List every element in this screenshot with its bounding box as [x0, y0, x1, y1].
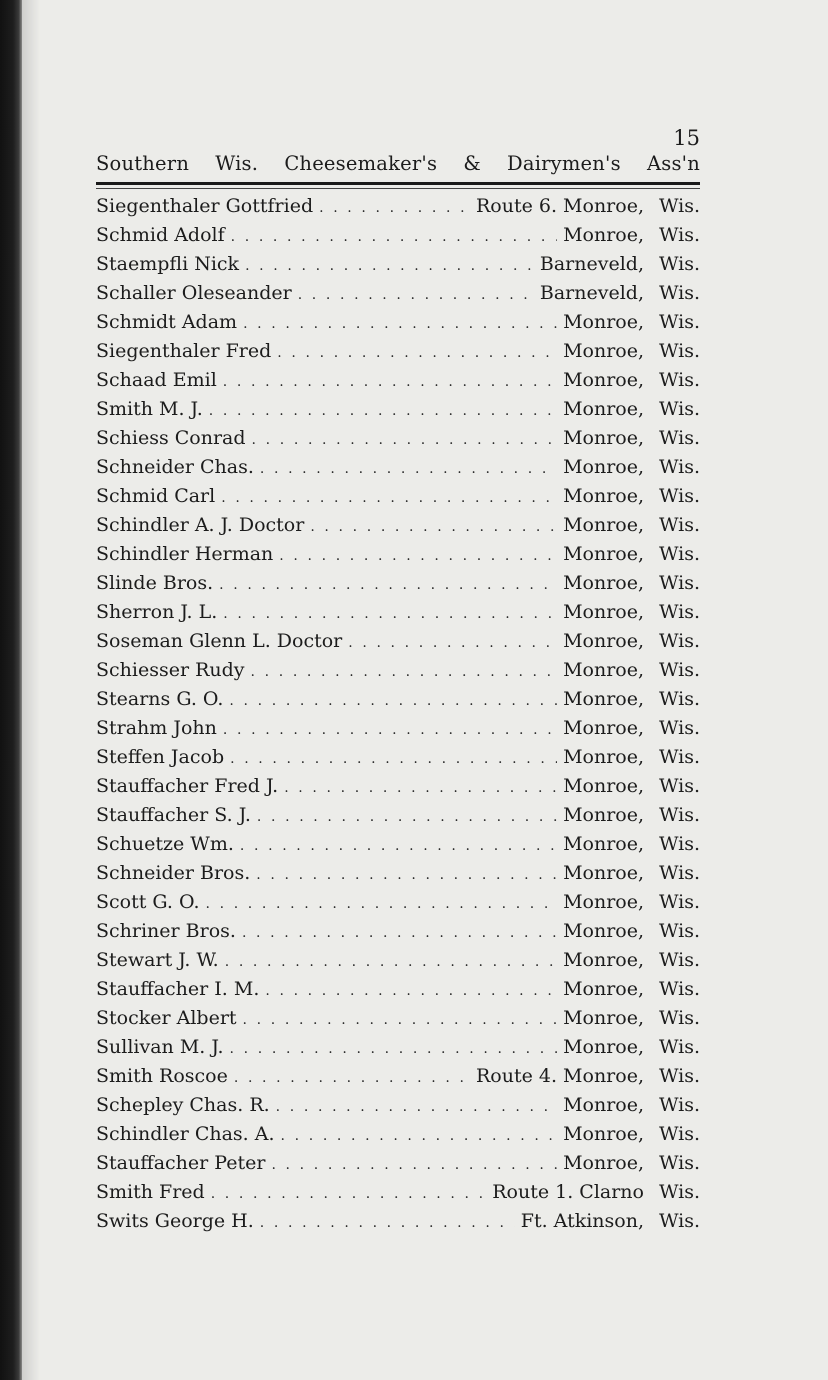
dot-leader — [260, 1215, 515, 1231]
directory-entry — [96, 630, 700, 659]
running-head-word: Wis. — [215, 152, 259, 175]
member-name: Slinde Bros. — [96, 572, 214, 594]
directory-entry — [96, 949, 700, 978]
member-state: Wis. — [658, 485, 700, 507]
directory-entry — [96, 891, 700, 920]
dot-leader — [243, 1012, 558, 1028]
member-state: Wis. — [658, 688, 700, 710]
running-head-word: Southern — [96, 152, 190, 175]
member-name: Schiess Conrad — [96, 427, 246, 449]
member-town: Monroe, — [563, 1007, 644, 1029]
member-state: Wis. — [658, 427, 700, 449]
member-name: Schneider Bros. — [96, 862, 251, 884]
member-state: Wis. — [658, 543, 700, 565]
member-town: Monroe, — [563, 920, 644, 942]
dot-leader — [223, 722, 557, 738]
dot-leader — [243, 316, 557, 332]
directory-entry — [96, 1152, 700, 1181]
dot-leader — [256, 867, 557, 883]
dot-leader — [271, 1157, 557, 1173]
dot-leader — [223, 374, 557, 390]
member-town: Monroe, — [563, 1094, 644, 1116]
member-state: Wis. — [658, 775, 700, 797]
member-name: Schiesser Rudy — [96, 659, 245, 681]
running-head-word: & — [463, 152, 481, 175]
directory-entry — [96, 572, 700, 601]
directory-entry — [96, 775, 700, 804]
member-name: Soseman Glenn L. Doctor — [96, 630, 343, 652]
member-name: Siegenthaler Gottfried — [96, 195, 314, 217]
member-name: Staempfli Nick — [96, 253, 240, 275]
member-town: Monroe, — [563, 369, 644, 391]
directory-entry — [96, 427, 700, 456]
member-town: Monroe, — [563, 949, 644, 971]
member-state: Wis. — [658, 804, 700, 826]
member-town: Monroe, — [563, 746, 644, 768]
member-name: Stauffacher S. J. — [96, 804, 251, 826]
directory-entry — [96, 195, 700, 224]
directory-entry — [96, 311, 700, 340]
directory-entry — [96, 1181, 700, 1210]
directory-entry — [96, 717, 700, 746]
dot-leader — [252, 432, 558, 448]
member-town: Monroe, — [563, 601, 644, 623]
directory-entry — [96, 746, 700, 775]
directory-entry — [96, 1065, 700, 1094]
member-town: Monroe, — [563, 1152, 644, 1174]
member-town: Monroe, — [563, 485, 644, 507]
dot-leader — [310, 519, 557, 535]
dot-leader — [245, 258, 534, 274]
member-state: Wis. — [658, 630, 700, 652]
member-state: Wis. — [658, 195, 700, 217]
directory-entry — [96, 282, 700, 311]
dot-leader — [231, 229, 557, 245]
member-state: Wis. — [658, 1123, 700, 1145]
member-state: Wis. — [658, 340, 700, 362]
member-town: Monroe, — [563, 1036, 644, 1058]
dot-leader — [284, 780, 557, 796]
running-head-word: Ass'n — [646, 152, 700, 175]
header-rule-thick — [96, 182, 700, 185]
member-name: Schmid Carl — [96, 485, 216, 507]
member-town: Monroe, — [563, 398, 644, 420]
member-name: Schuetze Wm. — [96, 833, 234, 855]
member-state: Wis. — [658, 282, 700, 304]
member-state: Wis. — [658, 1065, 700, 1087]
directory-entry — [96, 688, 700, 717]
member-town: Monroe, — [563, 311, 644, 333]
member-state: Wis. — [658, 1036, 700, 1058]
dot-leader — [242, 925, 557, 941]
dot-leader — [221, 490, 557, 506]
dot-leader — [234, 1070, 470, 1086]
member-state: Wis. — [658, 514, 700, 536]
running-head-word: Dairymen's — [507, 152, 621, 175]
member-state: Wis. — [658, 369, 700, 391]
member-town: Monroe, — [563, 340, 644, 362]
member-name: Schindler A. J. Doctor — [96, 514, 305, 536]
directory-entry — [96, 1036, 700, 1065]
dot-leader — [298, 287, 534, 303]
member-name: Stewart J. W. — [96, 949, 219, 971]
gutter-shadow — [22, 0, 40, 1380]
member-state: Wis. — [658, 456, 700, 478]
directory-entry — [96, 224, 700, 253]
member-town: Monroe, — [563, 862, 644, 884]
member-state: Wis. — [658, 1152, 700, 1174]
member-town: Monroe, — [563, 543, 644, 565]
member-town: Monroe, — [563, 978, 644, 1000]
member-state: Wis. — [658, 949, 700, 971]
directory-entry — [96, 485, 700, 514]
member-name: Schaad Emil — [96, 369, 217, 391]
directory-entry — [96, 340, 700, 369]
dot-leader — [281, 1128, 558, 1144]
dot-leader — [223, 606, 557, 622]
member-state: Wis. — [658, 311, 700, 333]
directory-entry — [96, 456, 700, 485]
member-name: Stauffacher I. M. — [96, 978, 260, 1000]
directory-entry — [96, 1007, 700, 1036]
directory-entry — [96, 1123, 700, 1152]
dot-leader — [206, 896, 558, 912]
member-name: Swits George H. — [96, 1210, 254, 1232]
dot-leader — [276, 1099, 557, 1115]
member-town: Route 6. Monroe, — [475, 195, 644, 217]
dot-leader — [225, 954, 557, 970]
member-name: Stauffacher Peter — [96, 1152, 266, 1174]
directory-entry — [96, 978, 700, 1007]
member-state: Wis. — [658, 601, 700, 623]
directory-entry — [96, 1094, 700, 1123]
dot-leader — [209, 403, 557, 419]
dot-leader — [230, 1041, 558, 1057]
member-town: Monroe, — [563, 224, 644, 246]
member-town: Monroe, — [563, 1123, 644, 1145]
member-town: Barneveld, — [539, 253, 644, 275]
member-town: Monroe, — [563, 630, 644, 652]
member-town: Monroe, — [563, 891, 644, 913]
dot-leader — [265, 983, 557, 999]
member-state: Wis. — [658, 1007, 700, 1029]
member-name: Stocker Albert — [96, 1007, 237, 1029]
member-state: Wis. — [658, 224, 700, 246]
member-state: Wis. — [658, 920, 700, 942]
member-state: Wis. — [658, 833, 700, 855]
dot-leader — [240, 838, 557, 854]
member-name: Schriner Bros. — [96, 920, 236, 942]
member-name: Stearns G. O. — [96, 688, 224, 710]
member-town: Ft. Atkinson, — [520, 1210, 644, 1232]
dot-leader — [277, 345, 557, 361]
member-town: Monroe, — [563, 572, 644, 594]
member-town: Monroe, — [563, 775, 644, 797]
dot-leader — [319, 200, 470, 216]
member-name: Schmidt Adam — [96, 311, 238, 333]
member-town: Monroe, — [563, 717, 644, 739]
directory-entry — [96, 543, 700, 572]
book-spine-edge — [0, 0, 22, 1380]
dot-leader — [348, 635, 557, 651]
member-state: Wis. — [658, 746, 700, 768]
dot-leader — [260, 461, 557, 477]
directory-entry — [96, 253, 700, 282]
member-name: Scott G. O. — [96, 891, 200, 913]
directory-entry — [96, 659, 700, 688]
member-town: Monroe, — [563, 688, 644, 710]
member-town: Monroe, — [563, 659, 644, 681]
member-state: Wis. — [658, 1094, 700, 1116]
member-town: Route 4. Monroe, — [475, 1065, 644, 1087]
member-name: Schindler Chas. A. — [96, 1123, 275, 1145]
member-state: Wis. — [658, 659, 700, 681]
member-town: Route 1. Clarno — [492, 1181, 644, 1203]
directory-entry — [96, 920, 700, 949]
member-state: Wis. — [658, 862, 700, 884]
directory-entry — [96, 833, 700, 862]
dot-leader — [211, 1186, 487, 1202]
member-name: Schmid Adolf — [96, 224, 225, 246]
member-state: Wis. — [658, 717, 700, 739]
dot-leader — [251, 664, 558, 680]
directory-entry — [96, 369, 700, 398]
member-town: Monroe, — [563, 427, 644, 449]
dot-leader — [219, 577, 557, 593]
member-state: Wis. — [658, 978, 700, 1000]
header-rule-thin — [96, 188, 700, 189]
member-name: Sullivan M. J. — [96, 1036, 224, 1058]
member-state: Wis. — [658, 398, 700, 420]
member-name: Smith M. J. — [96, 398, 203, 420]
directory-entry — [96, 804, 700, 833]
directory-entry — [96, 862, 700, 891]
directory-entry — [96, 398, 700, 427]
directory-entry — [96, 514, 700, 543]
dot-leader — [230, 751, 557, 767]
member-town: Monroe, — [563, 456, 644, 478]
member-directory-list — [96, 195, 700, 1239]
dot-leader — [257, 809, 557, 825]
member-town: Barneveld, — [539, 282, 644, 304]
member-name: Schaller Oleseander — [96, 282, 292, 304]
member-name: Smith Roscoe — [96, 1065, 228, 1087]
member-name: Schepley Chas. R. — [96, 1094, 270, 1116]
directory-entry — [96, 1210, 700, 1239]
member-state: Wis. — [658, 1181, 700, 1203]
member-town: Monroe, — [563, 804, 644, 826]
member-state: Wis. — [658, 572, 700, 594]
member-name: Steffen Jacob — [96, 746, 225, 768]
member-name: Stauffacher Fred J. — [96, 775, 279, 797]
page-number: 15 — [673, 126, 700, 150]
member-state: Wis. — [658, 253, 700, 275]
member-town: Monroe, — [563, 514, 644, 536]
directory-entry — [96, 601, 700, 630]
running-head — [96, 152, 700, 175]
member-name: Strahm John — [96, 717, 217, 739]
member-town: Monroe, — [563, 833, 644, 855]
member-name: Sherron J. L. — [96, 601, 218, 623]
member-name: Siegenthaler Fred — [96, 340, 272, 362]
member-name: Schneider Chas. — [96, 456, 254, 478]
running-head-word: Cheesemaker's — [284, 152, 438, 175]
member-state: Wis. — [658, 1210, 700, 1232]
member-state: Wis. — [658, 891, 700, 913]
dot-leader — [229, 693, 557, 709]
dot-leader — [279, 548, 557, 564]
member-name: Smith Fred — [96, 1181, 205, 1203]
member-name: Schindler Herman — [96, 543, 274, 565]
